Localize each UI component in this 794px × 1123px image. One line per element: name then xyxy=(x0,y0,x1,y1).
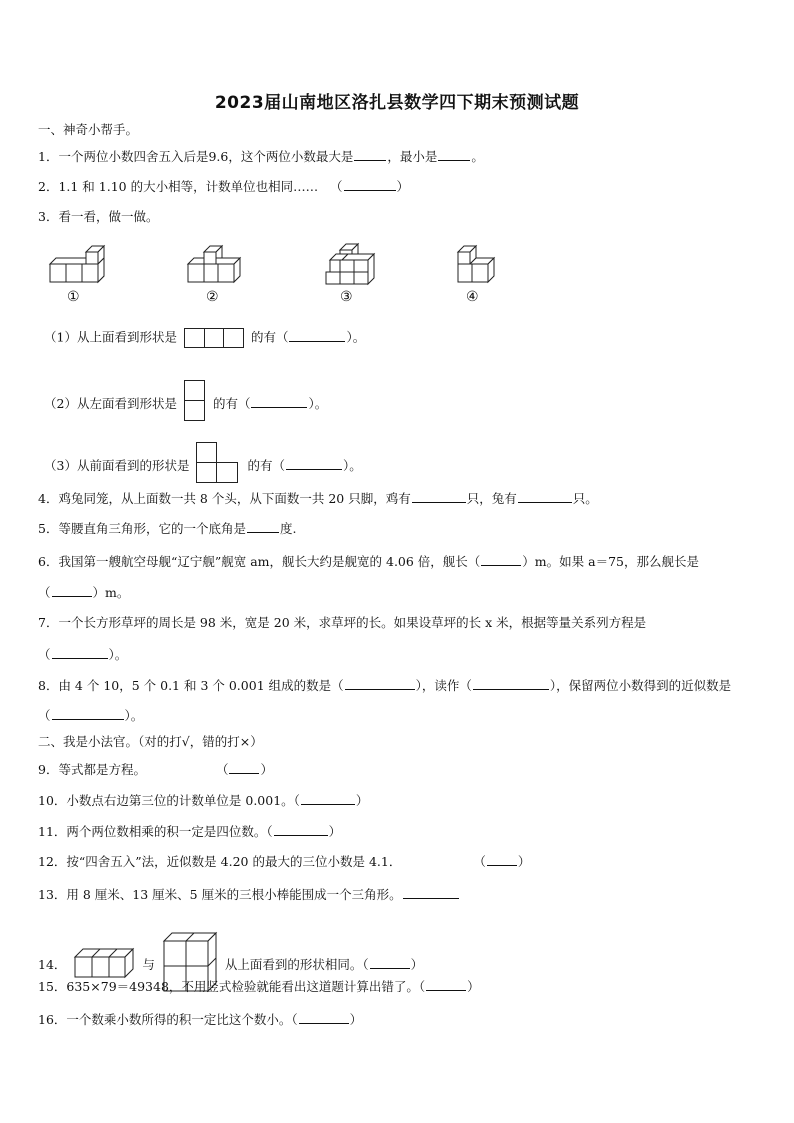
question-16: 16．一个数乘小数所得的积一定比这个数小。（ ） xyxy=(38,1012,363,1027)
answer-blank[interactable] xyxy=(52,584,92,597)
question-1: 1．一个两位小数四舍五入后是9.6，这个两位小数最大是 ，最小是 。 xyxy=(38,149,484,164)
figure-label-1: ① xyxy=(67,289,80,305)
question-6: 6．我国第一艘航空母舰“辽宁舰”舰宽 am，舰长大约是舰宽的 4.06 倍，舰长（ ）m。如果 a＝75，那么舰长是 xyxy=(38,554,699,569)
answer-blank[interactable] xyxy=(412,490,466,503)
question-7-cont: （ ）。 xyxy=(38,647,128,662)
page-title: 2023届山南地区洛扎县数学四下期末预测试题 xyxy=(214,93,580,113)
answer-blank[interactable] xyxy=(518,490,572,503)
answer-blank[interactable] xyxy=(247,520,279,533)
figure-label-4: ④ xyxy=(466,289,479,305)
question-6-cont: （ ）m。 xyxy=(38,585,130,600)
question-8-cont: （ ）。 xyxy=(38,708,144,723)
cube-row-figure xyxy=(73,947,135,979)
answer-blank[interactable] xyxy=(52,646,108,659)
answer-blank[interactable] xyxy=(403,886,459,899)
answer-blank[interactable] xyxy=(52,707,124,720)
answer-blank[interactable] xyxy=(354,148,386,161)
answer-blank[interactable] xyxy=(251,395,307,408)
answer-blank[interactable] xyxy=(274,823,328,836)
answer-blank[interactable] xyxy=(473,677,549,690)
question-5: 5．等腰直角三角形，它的一个底角是 度. xyxy=(38,521,297,536)
question-14: 14． 与 从上面看到的形状相同。（ ） xyxy=(38,931,423,993)
l-shape-squares-icon xyxy=(196,442,240,484)
answer-blank[interactable] xyxy=(370,956,410,969)
question-12: 12．按“四舍五入”法，近似数是 4.20 的最大的三位小数是 4.1． （ ） xyxy=(38,854,531,869)
cube-figure-3 xyxy=(322,242,378,286)
section-2-heading: 二、我是小法官。（对的打√，错的打×） xyxy=(38,734,263,749)
answer-blank[interactable] xyxy=(289,329,345,342)
question-3-3: （3）从前面看到的形状是 的有（ ）。 xyxy=(44,442,362,484)
question-11: 11．两个两位数相乘的积一定是四位数。（ ） xyxy=(38,824,342,839)
answer-blank[interactable] xyxy=(481,553,521,566)
question-3: 3．看一看，做一做。 xyxy=(38,209,159,224)
question-7: 7．一个长方形草坪的周长是 98 米，宽是 20 米，求草坪的长。如果设草坪的长 x 米，根据等量关系列方程是 xyxy=(38,615,647,630)
figure-label-2: ② xyxy=(206,289,219,305)
question-8: 8．由 4 个 10，5 个 0.1 和 3 个 0.001 组成的数是（ ），读作（ ），保留两位小数得到的近似数是 xyxy=(38,678,732,693)
answer-blank[interactable] xyxy=(299,1011,349,1024)
cube-figure-1 xyxy=(44,244,108,284)
answer-blank[interactable] xyxy=(301,792,355,805)
section-1-heading: 一、神奇小帮手。 xyxy=(38,122,139,137)
answer-blank[interactable] xyxy=(229,761,259,774)
question-3-2: （2）从左面看到形状是 的有（ ）。 xyxy=(44,380,327,422)
answer-blank[interactable] xyxy=(438,148,470,161)
figure-label-3: ③ xyxy=(340,289,353,305)
answer-blank[interactable] xyxy=(487,853,517,866)
answer-blank[interactable] xyxy=(426,978,466,991)
question-4: 4．鸡兔同笼，从上面数一共 8 个头，从下面数一共 20 只脚，鸡有 只，兔有 只。 xyxy=(38,491,598,506)
answer-blank[interactable] xyxy=(286,457,342,470)
question-15: 15．635×79＝49348，不用竖式检验就能看出这道题计算出错了。（ ） xyxy=(38,979,480,994)
question-2: 2．1.1 和 1.10 的大小相等，计数单位也相同…… （ ） xyxy=(38,179,410,194)
question-10: 10．小数点右边第三位的计数单位是 0.001。（ ） xyxy=(38,793,369,808)
three-squares-row-icon xyxy=(184,328,244,348)
question-9: 9．等式都是方程。 （ ） xyxy=(38,762,273,777)
cube-figure-2 xyxy=(184,244,246,284)
question-13: 13．用 8 厘米、13 厘米、5 厘米的三根小棒能围成一个三角形。 xyxy=(38,886,460,903)
cube-figure-4 xyxy=(454,244,500,284)
two-squares-column-icon xyxy=(184,380,206,422)
question-3-1: （1）从上面看到形状是 的有（ ）。 xyxy=(44,328,365,348)
answer-blank[interactable] xyxy=(345,677,415,690)
answer-blank[interactable] xyxy=(344,178,396,191)
